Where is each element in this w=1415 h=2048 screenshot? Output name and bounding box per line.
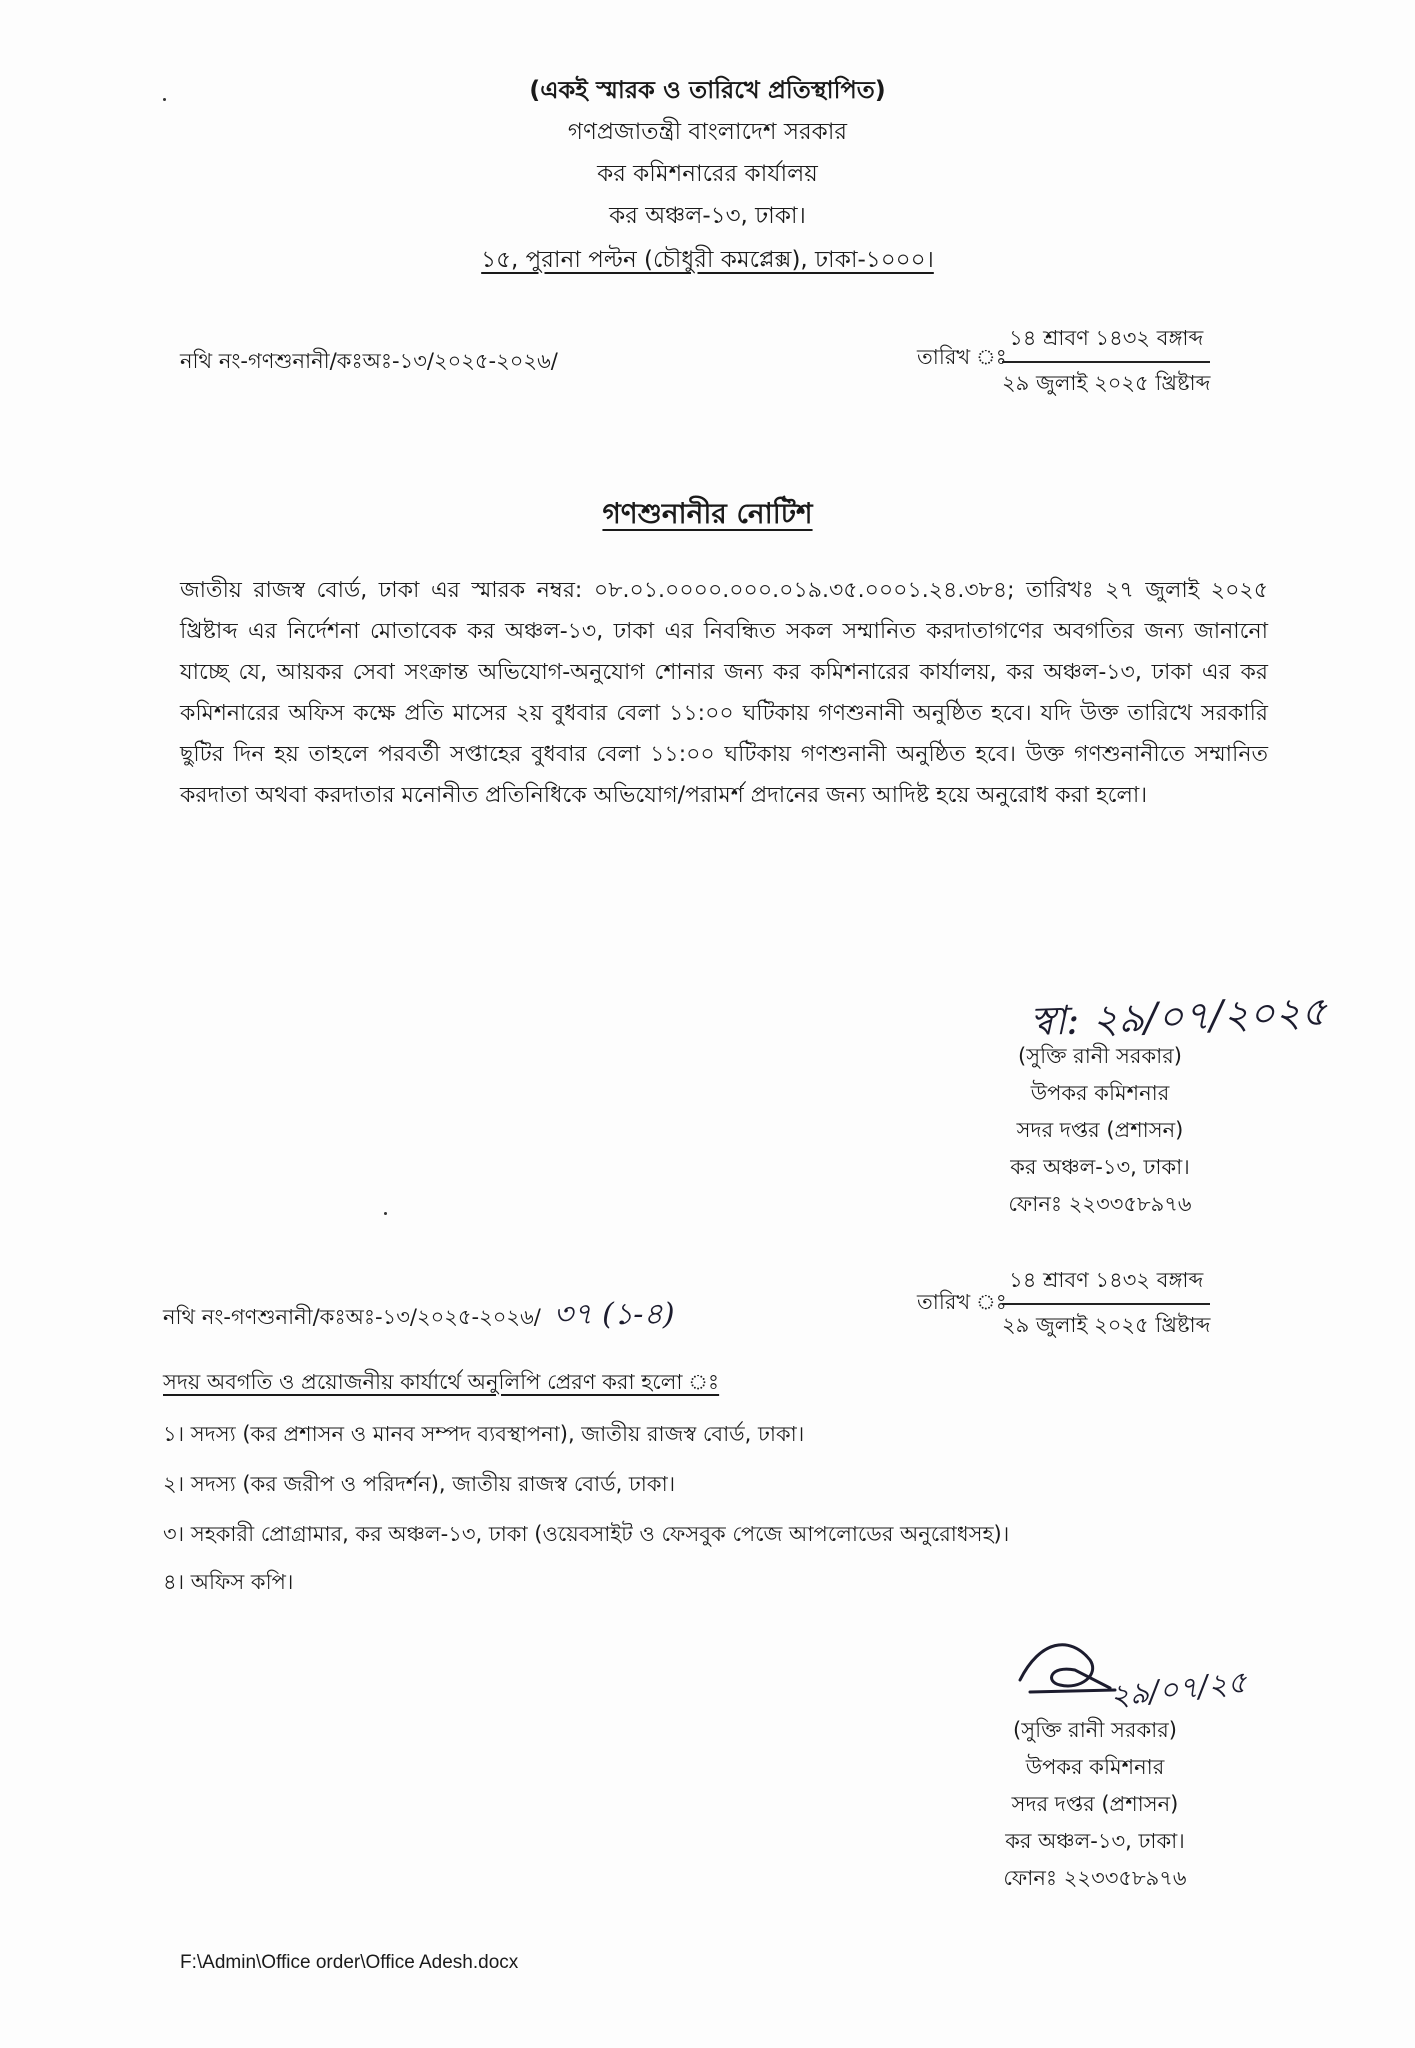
file-number-2 [163, 1290, 675, 1341]
file-number: নথি নং-গণশুনানী/কঃঅঃ-১৩/২০২৫-২০২৬/ [180, 349, 558, 373]
date-fraction-2 [1002, 1264, 1210, 1344]
replaced-note: (একই স্মারক ও তারিখে প্রতিস্থাপিত) [529, 76, 886, 104]
notice-title: গণশুনানীর নোটিশ [602, 497, 813, 530]
signatory-designation: উপকর কমিশনার [1030, 1081, 1170, 1105]
signatory-phone: ফোনঃ ২২৩৩৫৮৯৭৬ [1008, 1192, 1192, 1216]
signatory-name: (সুক্তি রানী সরকার) [1018, 1044, 1182, 1068]
copy-item: ১। সদস্য (কর প্রশাসন ও মানব সম্পদ ব্যবস্থাপনা), জাতীয় রাজস্ব বোর্ড, ঢাকা। [163, 1422, 805, 1446]
signatory-zone-2: কর অঞ্চল-১৩, ঢাকা। [1005, 1829, 1185, 1853]
signatory-zone: কর অঞ্চল-১৩, ঢাকা। [1010, 1155, 1190, 1179]
copy-item: ২। সদস্য (কর জরীপ ও পরিদর্শন), জাতীয় রাজস্ব বোর্ড, ঢাকা। [163, 1472, 676, 1496]
signatory-section: সদর দপ্তর (প্রশাসন) [1016, 1118, 1184, 1142]
signatory-name-2: (সুক্তি রানী সরকার) [1013, 1718, 1177, 1742]
government-name: গণপ্রজাতন্ত্রী বাংলাদেশ সরকার [567, 119, 848, 145]
office-address [0, 240, 1415, 280]
signatory-phone-2: ফোনঃ ২২৩৩৫৮৯৭৬ [1003, 1866, 1187, 1890]
file-path: F:\Admin\Office order\Office Adesh.docx [180, 1952, 519, 1973]
date-label-2: তারিখ ঃ [917, 1290, 1007, 1314]
handwritten-signature: স্বা: ২৯/০৭/২০২৫ [1029, 988, 1328, 1046]
handwritten-date: ২৯/০৭/২৫ [1108, 1664, 1249, 1715]
handwritten-file-number: ৩৭ (১-৪) [553, 1297, 675, 1332]
signature-block-2 [955, 1712, 1235, 1897]
file-number-2-text: নথি নং-গণশুনানী/কঃঅঃ-১৩/২০২৫-২০২৬/ [163, 1305, 541, 1329]
copies-heading: সদয় অবগতি ও প্রয়োজনীয় কার্যার্থে অনুলিপি প্রেরণ করা হলো ঃ [163, 1370, 720, 1394]
date-label: তারিখ ঃ [917, 345, 1007, 369]
signatory-designation-2: উপকর কমিশনার [1025, 1755, 1165, 1779]
date-english: ২৯ জুলাই ২০২৫ খ্রিষ্টাব্দ [1002, 371, 1211, 395]
copy-item: ৩। সহকারী প্রোগ্রামার, কর অঞ্চল-১৩, ঢাকা (ওয়েবসাইট ও ফেসবুক পেজে আপলোডের অনুরোধসহ)। [163, 1522, 1010, 1546]
date-bangla: ১৪ শ্রাবণ ১৪৩২ বঙ্গাব্দ [1002, 322, 1210, 363]
signature-block [960, 1038, 1240, 1223]
zone-name: কর অঞ্চল-১৩, ঢাকা। [609, 203, 806, 229]
signatory-section-2: সদর দপ্তর (প্রশাসন) [1011, 1792, 1179, 1816]
date-english-2: ২৯ জুলাই ২০২৫ খ্রিষ্টাব্দ [1002, 1313, 1211, 1337]
scan-speck [384, 1212, 387, 1215]
office-name: কর কমিশনারের কার্যালয় [597, 161, 818, 187]
office-address-text: ১৫, পুরানা পল্টন (চৌধুরী কমপ্লেক্স), ঢাকা-১০০০। [481, 247, 934, 273]
date-fraction [1002, 322, 1210, 402]
notice-body: জাতীয় রাজস্ব বোর্ড, ঢাকা এর স্মারক নম্বর: ০৮.০১.০০০০.০০০.০১৯.৩৫.০০০১.২৪.৩৮৪; তারিখঃ ২৭ জুলাই ২০২৫ খ্রিষ্টাব্দ এর নির্দেশনা মোতাবেক কর অঞ্চল-১৩, ঢাকা এর নিবন্ধিত সকল সম্মানিত করদাতাগণের অবগতির জন্য জানানো যাচ্ছে যে, আয়কর সেবা সংক্রান্ত অভিযোগ-অনুযোগ শোনার জন্য কর কমিশনারের কার্যালয়, কর অঞ্চল-১৩, ঢাকা এর কর কমিশনারের অফিস কক্ষে প্রতি মাসের ২য় বুধবার বেলা ১১:০০ ঘটিকায় গণশুনানী অনুষ্ঠিত হবে। যদি উক্ত তারিখে সরকারি ছুটির দিন হয় তাহলে পরবর্তী সপ্তাহের বুধবার বেলা ১১:০০ ঘটিকায় গণশুনানী অনুষ্ঠিত হবে। উক্ত গণশুনানীতে সম্মানিত করদাতা অথবা করদাতার মনোনীত প্রতিনিধিকে অভিযোগ/পরামর্শ প্রদানের জন্য আদিষ্ট হয়ে অনুরোধ করা হলো। [180, 578, 1268, 808]
date-bangla-2: ১৪ শ্রাবণ ১৪৩২ বঙ্গাব্দ [1002, 1264, 1210, 1305]
copy-item: ৪। অফিস কপি। [163, 1570, 294, 1594]
